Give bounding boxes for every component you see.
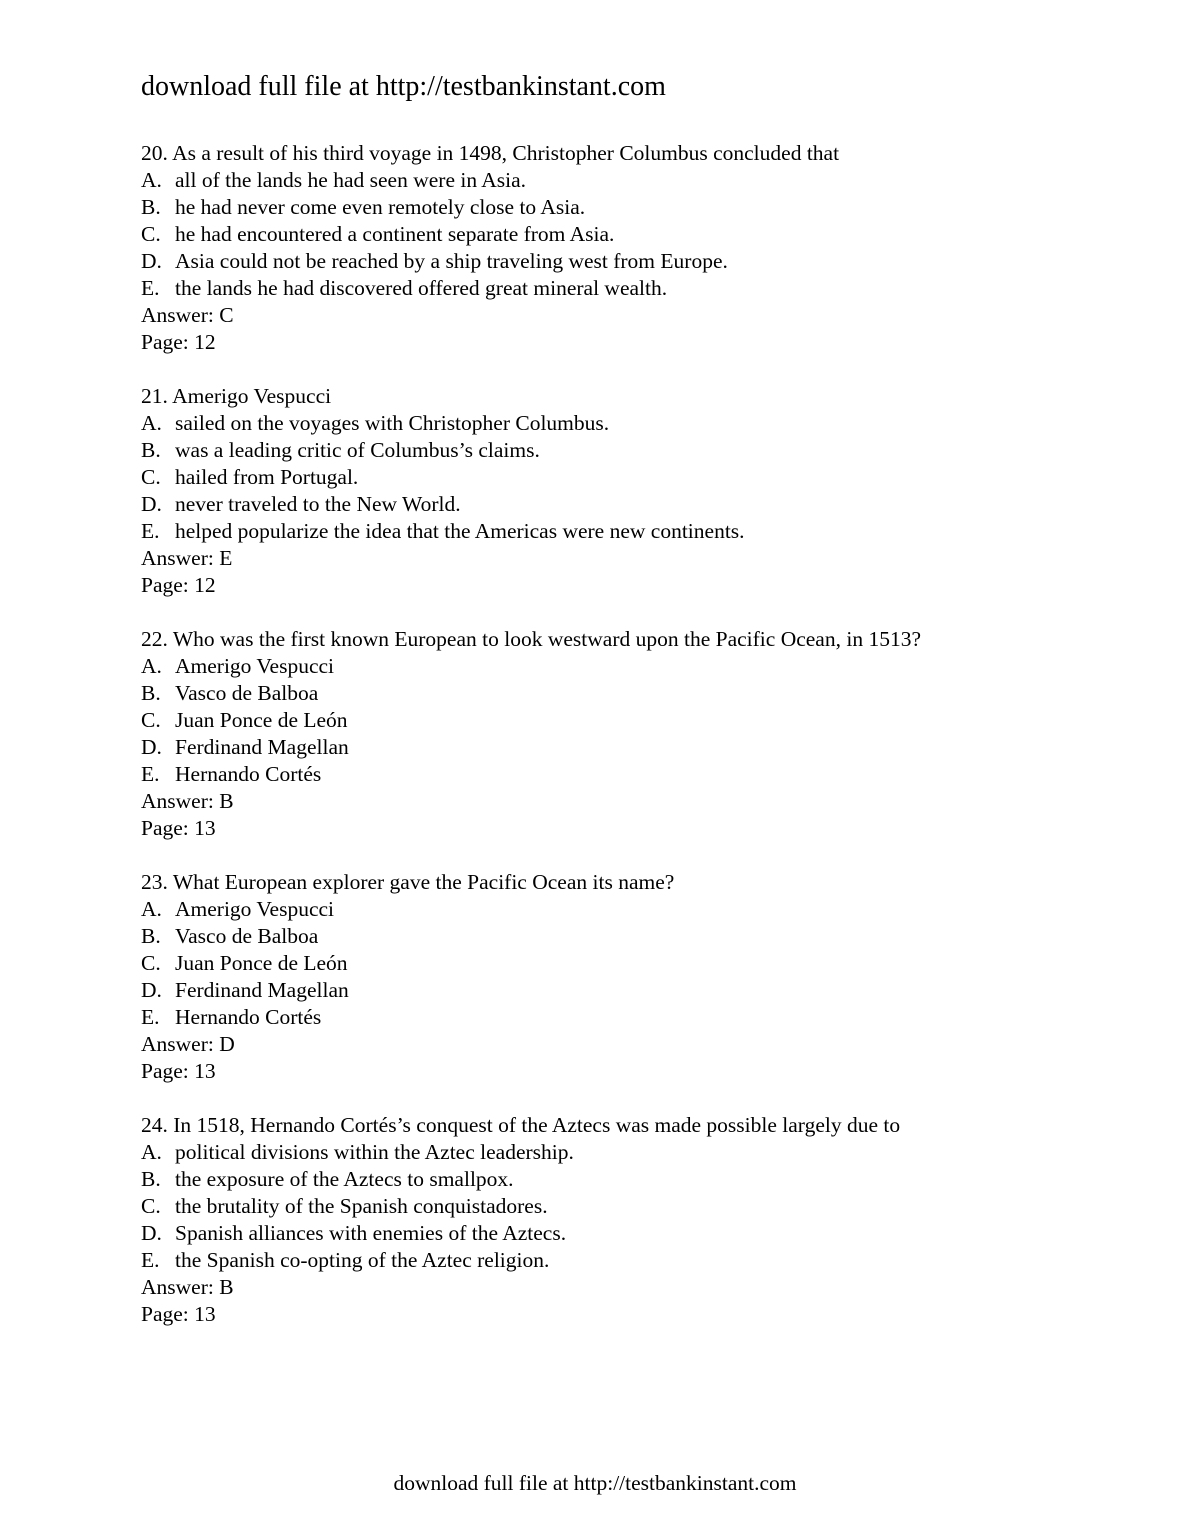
option-letter: C. <box>141 1194 161 1218</box>
answer-option <box>141 680 1141 707</box>
option-letter: D. <box>141 735 162 759</box>
option-text: the brutality of the Spanish conquistadores. <box>175 1194 548 1218</box>
option-text: hailed from Portugal. <box>175 465 359 489</box>
option-text: the lands he had discovered offered great mineral wealth. <box>175 276 668 300</box>
answer-option <box>141 1139 1141 1166</box>
option-letter: E. <box>141 762 160 786</box>
answer-option <box>141 1004 1141 1031</box>
answer-option <box>141 491 1141 518</box>
page-reference: Page: 13 <box>141 816 216 840</box>
answer-option <box>141 761 1141 788</box>
option-text: Vasco de Balboa <box>175 681 319 705</box>
answer-option <box>141 653 1141 680</box>
option-letter: E. <box>141 276 160 300</box>
answer-option <box>141 707 1141 734</box>
answer-key: Answer: C <box>141 303 234 327</box>
option-text: he had encountered a continent separate from Asia. <box>175 222 615 246</box>
answer-option <box>141 464 1141 491</box>
option-letter: D. <box>141 1221 162 1245</box>
answer-option <box>141 896 1141 923</box>
option-text: was a leading critic of Columbus’s claims. <box>175 438 540 462</box>
option-text: sailed on the voyages with Christopher Columbus. <box>175 411 610 435</box>
option-letter: C. <box>141 465 161 489</box>
question-stem: 24. In 1518, Hernando Cortés’s conquest of the Aztecs was made possible largely due to <box>141 1113 901 1137</box>
question-block <box>141 1112 1141 1328</box>
answer-key: Answer: E <box>141 546 233 570</box>
question-list <box>141 140 1141 1355</box>
answer-key: Answer: B <box>141 1275 234 1299</box>
option-text: Vasco de Balboa <box>175 924 319 948</box>
option-letter: A. <box>141 654 162 678</box>
question-stem: 21. Amerigo Vespucci <box>141 384 332 408</box>
option-letter: E. <box>141 519 160 543</box>
option-text: Ferdinand Magellan <box>175 978 349 1002</box>
option-letter: E. <box>141 1005 160 1029</box>
answer-option <box>141 1247 1141 1274</box>
answer-option <box>141 194 1141 221</box>
answer-option <box>141 950 1141 977</box>
answer-option <box>141 1220 1141 1247</box>
option-letter: B. <box>141 195 161 219</box>
option-letter: D. <box>141 492 162 516</box>
question-stem: 23. What European explorer gave the Pacific Ocean its name? <box>141 870 675 894</box>
page-reference: Page: 13 <box>141 1059 216 1083</box>
option-letter: B. <box>141 1167 161 1191</box>
option-text: Amerigo Vespucci <box>175 654 335 678</box>
option-letter: A. <box>141 1140 162 1164</box>
option-text: Ferdinand Magellan <box>175 735 349 759</box>
option-text: the exposure of the Aztecs to smallpox. <box>175 1167 514 1191</box>
question-block <box>141 869 1141 1085</box>
answer-option <box>141 734 1141 761</box>
answer-option <box>141 410 1141 437</box>
answer-option <box>141 1166 1141 1193</box>
answer-option <box>141 275 1141 302</box>
page-footer: download full file at http://testbankinstant.com <box>393 1471 797 1495</box>
question-block <box>141 383 1141 599</box>
question-stem: 22. Who was the first known European to look westward upon the Pacific Ocean, in 1513? <box>141 627 921 651</box>
question-stem: 20. As a result of his third voyage in 1498, Christopher Columbus concluded that <box>141 141 840 165</box>
answer-option <box>141 977 1141 1004</box>
option-text: Juan Ponce de León <box>175 951 348 975</box>
option-letter: A. <box>141 897 162 921</box>
option-letter: E. <box>141 1248 160 1272</box>
page-reference: Page: 12 <box>141 330 216 354</box>
option-letter: C. <box>141 951 161 975</box>
option-text: Juan Ponce de León <box>175 708 348 732</box>
option-letter: A. <box>141 168 162 192</box>
option-letter: B. <box>141 438 161 462</box>
option-text: never traveled to the New World. <box>175 492 461 516</box>
answer-option <box>141 167 1141 194</box>
page-reference: Page: 13 <box>141 1302 216 1326</box>
option-text: political divisions within the Aztec leadership. <box>175 1140 574 1164</box>
answer-option <box>141 518 1141 545</box>
option-letter: B. <box>141 924 161 948</box>
option-letter: B. <box>141 681 161 705</box>
option-letter: A. <box>141 411 162 435</box>
answer-option <box>141 248 1141 275</box>
answer-option <box>141 221 1141 248</box>
option-text: all of the lands he had seen were in Asia. <box>175 168 527 192</box>
question-block <box>141 626 1141 842</box>
option-letter: C. <box>141 222 161 246</box>
option-letter: C. <box>141 708 161 732</box>
page-reference: Page: 12 <box>141 573 216 597</box>
option-letter: D. <box>141 249 162 273</box>
answer-option <box>141 923 1141 950</box>
answer-key: Answer: B <box>141 789 234 813</box>
option-text: Hernando Cortés <box>175 762 322 786</box>
option-text: the Spanish co-opting of the Aztec religion. <box>175 1248 550 1272</box>
answer-option <box>141 1193 1141 1220</box>
option-text: Amerigo Vespucci <box>175 897 335 921</box>
option-text: Hernando Cortés <box>175 1005 322 1029</box>
answer-option <box>141 437 1141 464</box>
option-letter: D. <box>141 978 162 1002</box>
question-block <box>141 140 1141 356</box>
answer-key: Answer: D <box>141 1032 235 1056</box>
option-text: Asia could not be reached by a ship traveling west from Europe. <box>175 249 728 273</box>
option-text: he had never come even remotely close to Asia. <box>175 195 586 219</box>
option-text: helped popularize the idea that the Americas were new continents. <box>175 519 745 543</box>
option-text: Spanish alliances with enemies of the Aztecs. <box>175 1221 567 1245</box>
page-header: download full file at http://testbankinstant.com <box>141 71 666 102</box>
